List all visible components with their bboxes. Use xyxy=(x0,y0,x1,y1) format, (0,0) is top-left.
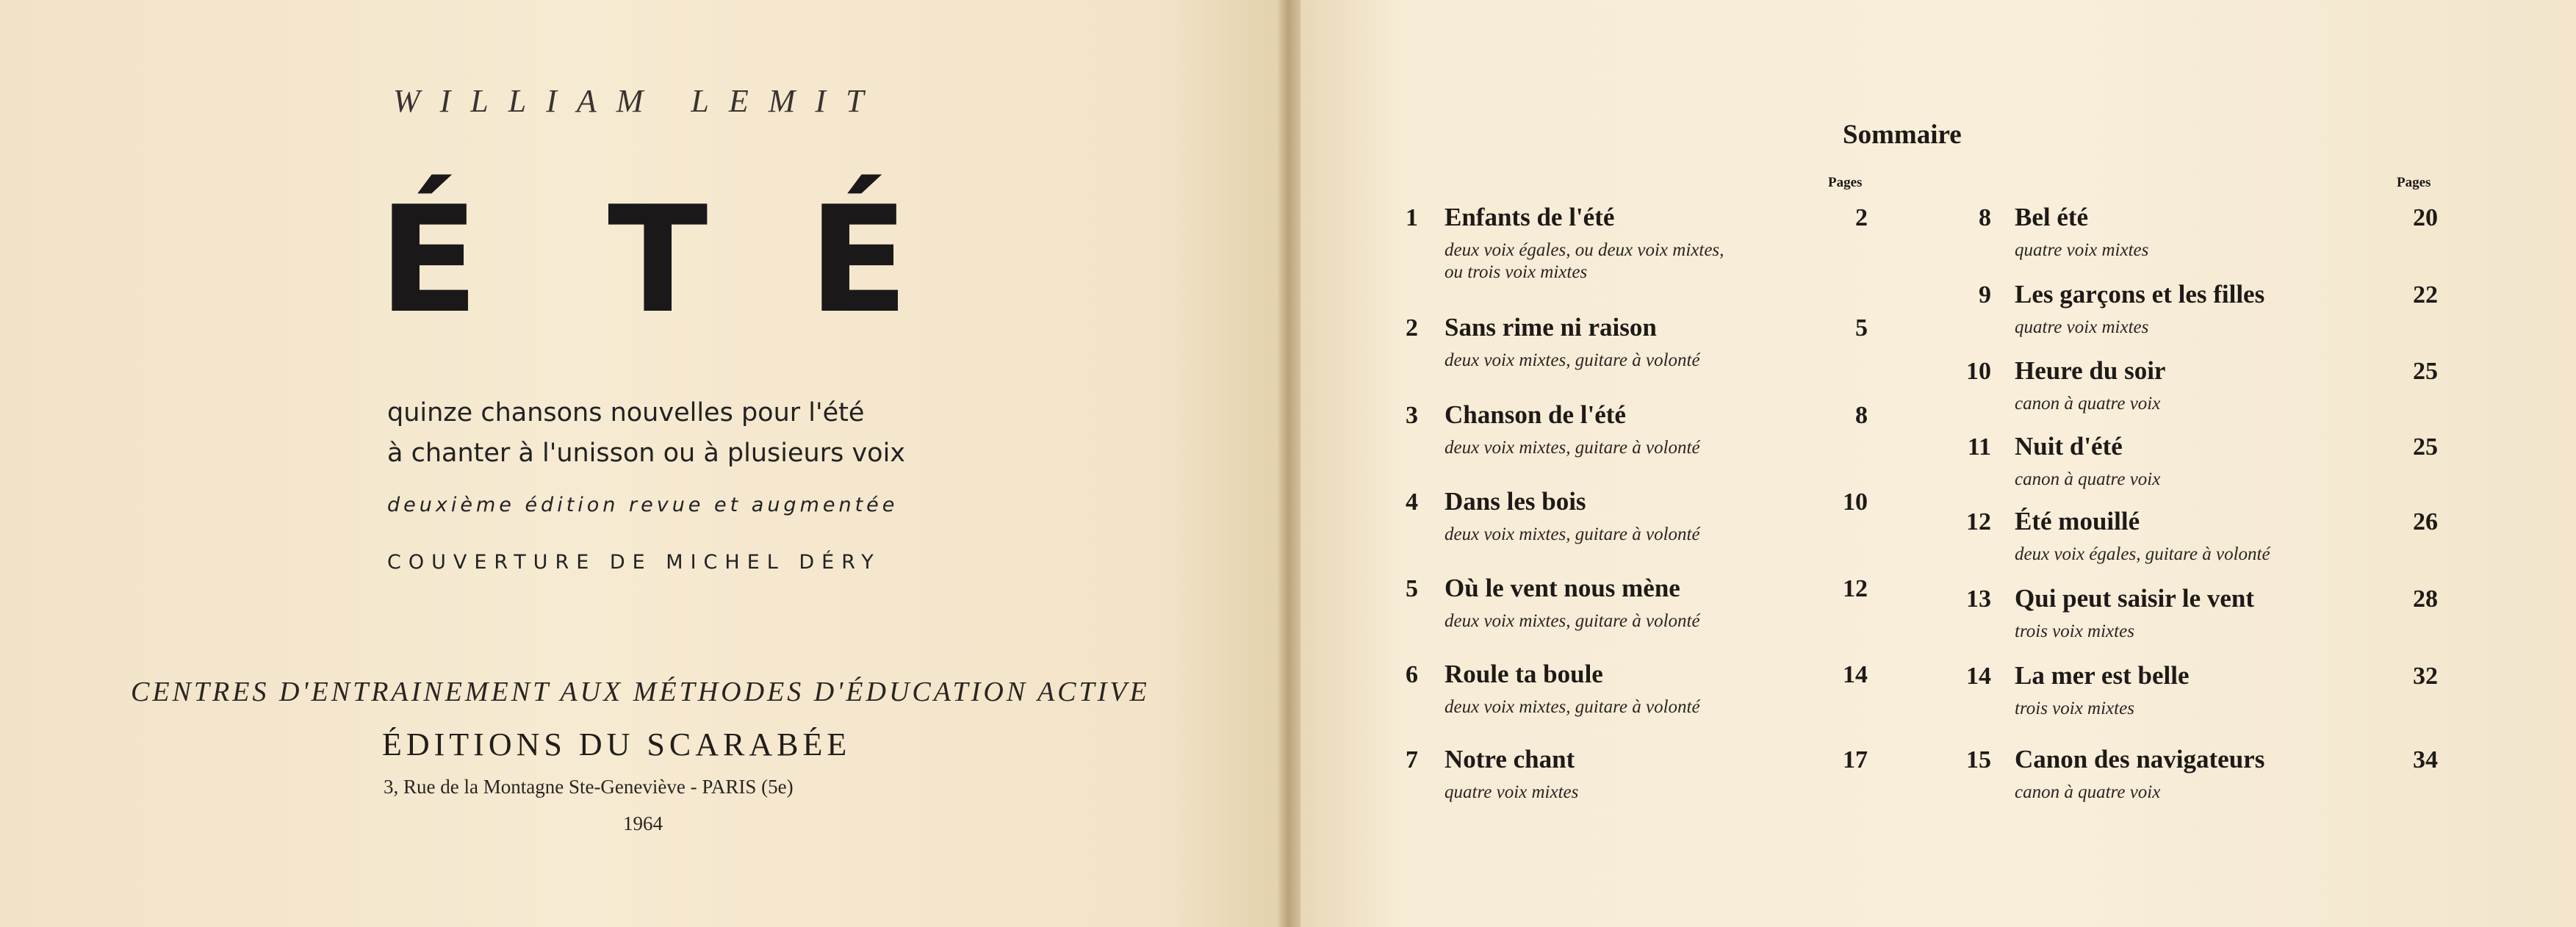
pages-column-label: Pages xyxy=(1828,175,1863,190)
toc-entry-title: Bel été xyxy=(2015,203,2089,231)
subtitle-line-2: à chanter à l'unisson ou à plusieurs voix xyxy=(387,439,906,468)
toc-entry-page: 17 xyxy=(1843,746,1868,773)
toc-entry-number: 11 xyxy=(1967,433,1991,461)
toc-entry-description: deux voix mixtes, guitare à volonté xyxy=(1444,524,1700,544)
toc-entry-title: La mer est belle xyxy=(2015,661,2190,690)
publisher-address: 3, Rue de la Montagne Ste-Geneviève - PARIS (5e) xyxy=(384,776,794,798)
toc-heading: Sommaire xyxy=(1843,120,1962,150)
publication-year: 1964 xyxy=(623,812,663,834)
toc-entry-description: quatre voix mixtes xyxy=(2015,240,2149,260)
title-letter: É xyxy=(378,175,479,346)
toc-entry-page: 32 xyxy=(2413,663,2438,690)
toc-entry-description: canon à quatre voix xyxy=(2015,394,2161,414)
toc-entry-description: deux voix mixtes, guitare à volonté xyxy=(1444,697,1700,717)
toc-entry-number: 15 xyxy=(1966,746,1991,773)
toc-entry-title: Roule ta boule xyxy=(1444,660,1603,688)
toc-entry-description: ou trois voix mixtes xyxy=(1444,262,1588,282)
toc-entry-number: 3 xyxy=(1406,402,1418,429)
toc-entry-page: 26 xyxy=(2413,508,2438,535)
title-letter: T xyxy=(608,175,708,346)
toc-entry-page: 25 xyxy=(2413,358,2438,385)
toc-entry-page: 2 xyxy=(1855,204,1868,231)
toc-entry-description: deux voix mixtes, guitare à volonté xyxy=(1444,438,1700,458)
toc-entry-description: trois voix mixtes xyxy=(2015,621,2134,641)
toc-entry-number: 14 xyxy=(1966,663,1991,690)
toc-entry-page: 22 xyxy=(2413,281,2438,309)
pages-column-label: Pages xyxy=(2397,175,2431,190)
toc-entry-description: deux voix égales, ou deux voix mixtes, xyxy=(1444,240,1724,260)
toc-entry-title: Nuit d'été xyxy=(2015,432,2123,461)
book-title xyxy=(378,175,909,346)
toc-entry-description: deux voix égales, guitare à volonté xyxy=(2015,544,2270,564)
toc-entry-page: 8 xyxy=(1855,402,1868,429)
toc-entry-title: Heure du soir xyxy=(2015,356,2166,385)
toc-entry-title: Chanson de l'été xyxy=(1444,400,1626,429)
toc-entry-title: Été mouillé xyxy=(2015,507,2140,535)
toc-entry-title: Enfants de l'été xyxy=(1444,203,1615,231)
toc-entry-number: 8 xyxy=(1979,204,1991,231)
toc-entry-title: Dans les bois xyxy=(1444,487,1586,516)
book-gutter xyxy=(1278,0,1300,927)
edition-note: deuxième édition revue et augmentée xyxy=(387,494,899,516)
toc-entry-page: 28 xyxy=(2413,585,2438,613)
toc-entry-number: 12 xyxy=(1966,508,1991,535)
title-letter: É xyxy=(808,175,909,346)
toc-entry-description: quatre voix mixtes xyxy=(2015,317,2149,337)
author-name: WILLIAM LEMIT xyxy=(393,83,884,119)
toc-entry-title: Les garçons et les filles xyxy=(2015,280,2265,309)
toc-entry-number: 6 xyxy=(1406,661,1418,688)
subtitle-line-1: quinze chansons nouvelles pour l'été xyxy=(387,398,865,428)
toc-entry-number: 5 xyxy=(1406,575,1418,602)
centres-line: CENTRES D'ENTRAINEMENT AUX MÉTHODES D'ÉDUCATION ACTIVE xyxy=(131,677,1150,707)
cover-page xyxy=(0,0,1287,927)
toc-entry-page: 5 xyxy=(1855,314,1868,342)
toc-entry-title: Où le vent nous mène xyxy=(1444,574,1680,602)
toc-entry-title: Notre chant xyxy=(1444,745,1575,773)
toc-entry-page: 10 xyxy=(1843,488,1868,516)
toc-entry-page: 14 xyxy=(1843,661,1868,688)
toc-entry-description: quatre voix mixtes xyxy=(1444,782,1579,802)
toc-entry-number: 13 xyxy=(1966,585,1991,613)
toc-entry-page: 25 xyxy=(2413,433,2438,461)
toc-entry-number: 1 xyxy=(1406,204,1418,231)
toc-entry-description: deux voix mixtes, guitare à volonté xyxy=(1444,350,1700,370)
toc-entry-number: 2 xyxy=(1406,314,1418,342)
toc-entry-number: 9 xyxy=(1979,281,1991,309)
toc-entry-title: Qui peut saisir le vent xyxy=(2015,584,2255,613)
cover-credit: COUVERTURE DE MICHEL DÉRY xyxy=(387,551,881,574)
toc-entry-description: trois voix mixtes xyxy=(2015,699,2134,718)
toc-entry-description: canon à quatre voix xyxy=(2015,782,2161,802)
toc-entry-page: 34 xyxy=(2413,746,2438,773)
toc-entry-description: deux voix mixtes, guitare à volonté xyxy=(1444,611,1700,631)
toc-entry-title: Canon des navigateurs xyxy=(2015,745,2265,773)
publisher-name: ÉDITIONS DU SCARABÉE xyxy=(382,726,852,762)
toc-entry-number: 10 xyxy=(1966,358,1991,385)
toc-entry-page: 20 xyxy=(2413,204,2438,231)
toc-entry-title: Sans rime ni raison xyxy=(1444,313,1657,342)
toc-entry-number: 7 xyxy=(1406,746,1418,773)
toc-entry-page: 12 xyxy=(1843,575,1868,602)
toc-entry-description: canon à quatre voix xyxy=(2015,469,2161,489)
toc-entry-number: 4 xyxy=(1406,488,1418,516)
